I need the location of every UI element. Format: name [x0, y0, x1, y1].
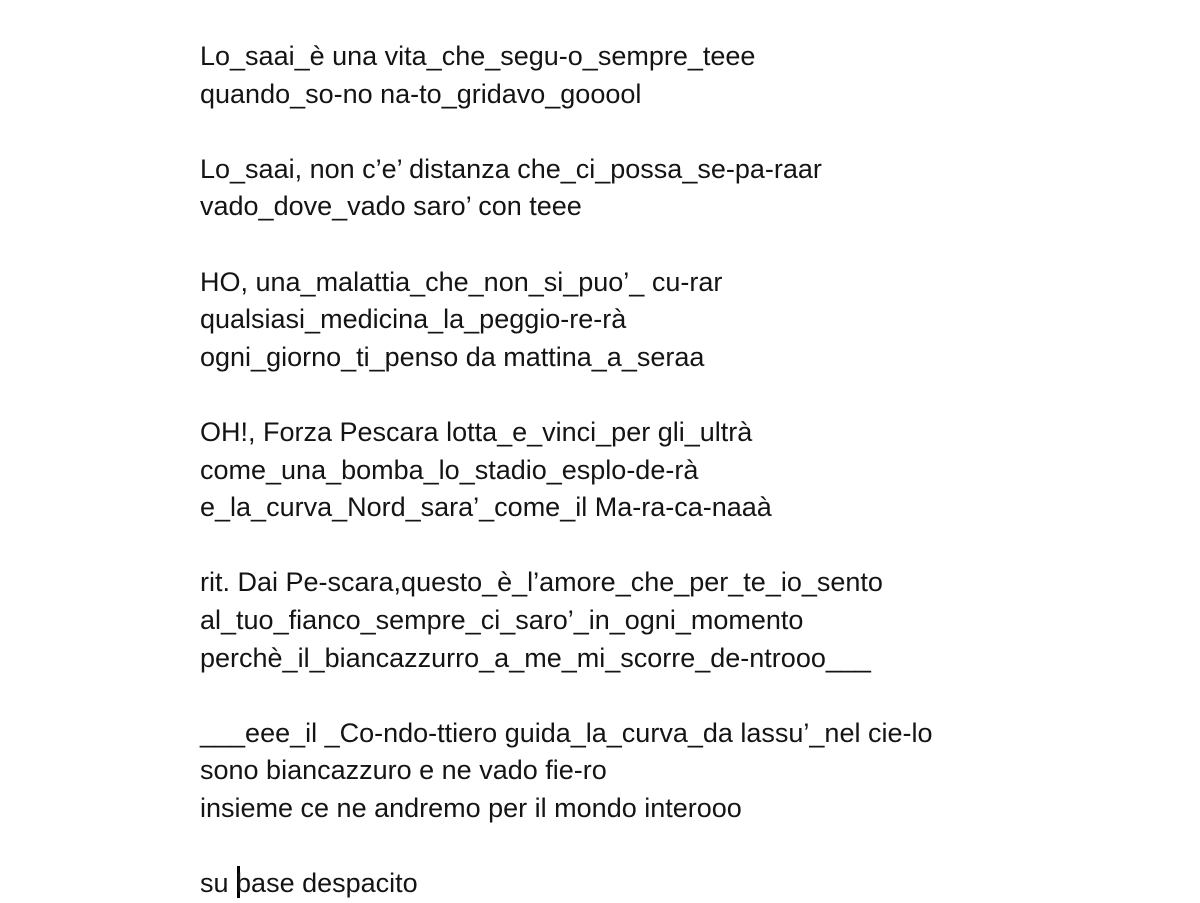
blank-line	[200, 827, 932, 865]
lyrics-text[interactable]	[200, 38, 932, 903]
text-line[interactable]: perchè_il_biancazzurro_a_me_mi_scorre_de-ntrooo___	[200, 642, 871, 673]
text-line[interactable]: sono biancazzuro e ne vado fie-ro	[200, 755, 607, 786]
text-line[interactable]: qualsiasi_medicina_la_peggio-re-rà	[200, 304, 627, 335]
blank-line	[200, 226, 932, 264]
text-line[interactable]: insieme ce ne andremo per il mondo interooo	[200, 792, 742, 823]
text-line[interactable]: HO, una_malattia_che_non_si_puo’_ cu-rar	[200, 266, 723, 297]
text-line[interactable]: OH!, Forza Pescara lotta_e_vinci_per gli_ultrà	[200, 416, 753, 447]
text-before-cursor[interactable]: su	[200, 868, 237, 899]
blank-line	[200, 376, 932, 414]
text-after-cursor[interactable]: base despacito	[236, 868, 418, 899]
text-line[interactable]: quando_so-no na-to_gridavo_gooool	[200, 78, 642, 109]
text-line[interactable]: al_tuo_fianco_sempre_ci_saro’_in_ogni_momento	[200, 604, 804, 635]
blank-line	[200, 677, 932, 715]
text-line[interactable]: come_una_bomba_lo_stadio_esplo-de-rà	[200, 454, 699, 485]
text-line-last[interactable]	[200, 865, 932, 903]
text-line[interactable]: ___eee_il _Co-ndo-ttiero guida_la_curva_da lassu’_nel cie-lo	[200, 717, 933, 748]
blank-line	[200, 527, 932, 565]
text-line[interactable]: ogni_giorno_ti_penso da mattina_a_seraa	[200, 341, 705, 372]
blank-line	[200, 113, 932, 151]
text-line[interactable]: Lo_saai, non c’e’ distanza che_ci_possa_se-pa-raar	[200, 153, 822, 184]
text-line[interactable]: vado_dove_vado saro’ con teee	[200, 191, 582, 222]
text-line[interactable]: rit. Dai Pe-scara,questo_è_l’amore_che_per_te_io_sento	[200, 567, 883, 598]
text-line[interactable]: Lo_saai_è una vita_che_segu-o_sempre_teee	[200, 41, 756, 71]
text-line[interactable]: e_la_curva_Nord_sara’_come_il Ma-ra-ca-naaà	[200, 492, 772, 523]
